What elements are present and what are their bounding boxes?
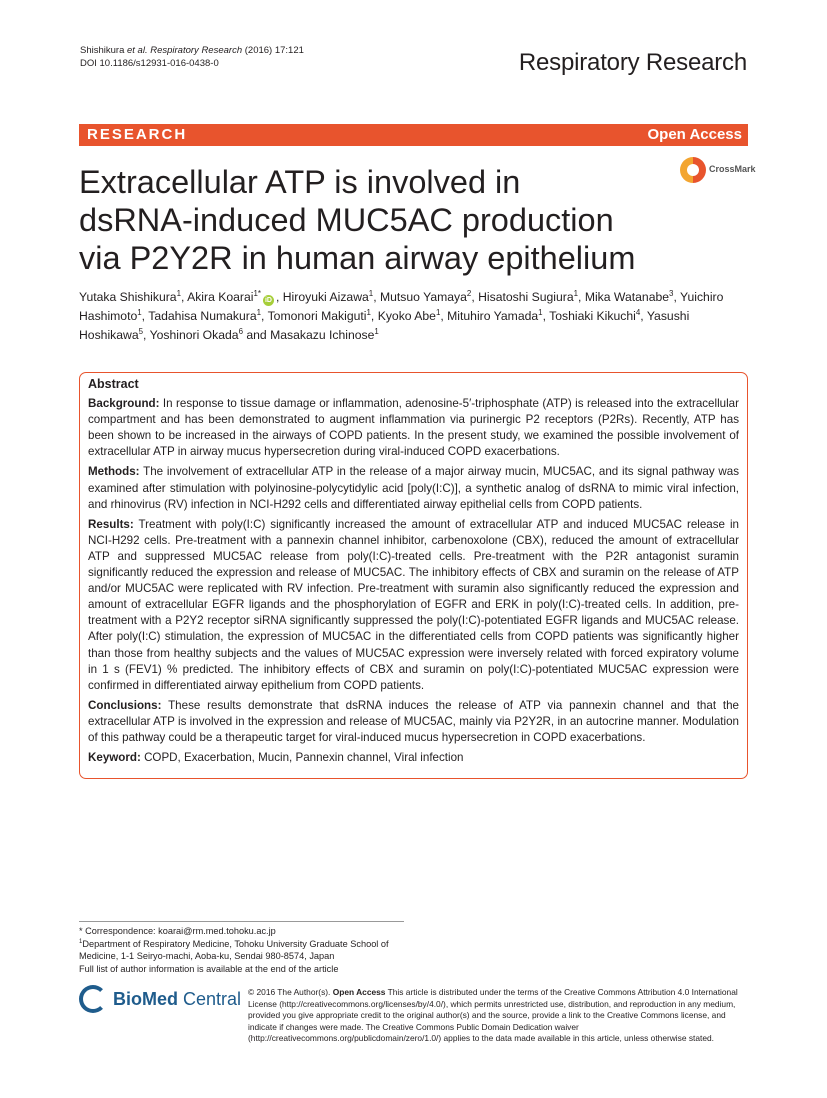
conclusions-text: These results demonstrate that dsRNA induces the release of ATP via pannexin channel and that the extracellular ATP is involved in the expression and release of MUC5AC, mainly via P2Y2R, in an autocrine manner. Modulation of this pathway could be a therapeutic target for viral-induced mucus hypersecretion in COPD exacerbations. [88,698,740,744]
open-access-label: Open Access [647,126,742,143]
author-affiliation-sup: 1 [374,326,379,336]
article-type-banner [79,124,748,146]
author-affiliation-sup: 1 [256,307,262,317]
full-author-info-note: Full list of author information is available at the end of the article [79,963,339,974]
open-access-bold: Open Access [332,987,386,997]
author-affiliation-sup: 1 [368,288,374,298]
copyright: © 2016 The Author(s). [248,987,331,997]
footnotes [79,925,419,975]
citation-line [80,44,304,57]
citation-journal: et al. Respiratory Research [127,45,243,56]
author-affiliation-sup: 3 [669,288,674,298]
publisher-name-rest: Central [178,989,242,1009]
license-text [248,987,748,1045]
article-type-label: RESEARCH [87,126,188,143]
results-label: Results: [88,517,134,531]
author-affiliation-sup: 1 [366,307,371,317]
author-affiliation-sup: 1 [176,288,181,298]
author-affiliation-sup: 5 [138,326,144,336]
citation-header [80,44,304,70]
author-name[interactable]: Hiroyuki Aizawa [282,290,369,304]
author-name[interactable]: Tomonori Makiguti [267,309,367,323]
author-affiliation-sup: 4 [635,307,641,317]
abstract-results [88,517,739,694]
abstract-box [79,372,748,779]
biomed-central-icon [79,985,107,1013]
author-affiliation-sup: 2 [466,288,472,298]
doi[interactable]: DOI 10.1186/s12931-016-0438-0 [80,58,219,69]
author-affiliation-sup: 1 [137,307,142,317]
author-name[interactable]: Mituhiro Yamada [447,309,539,323]
correspondence[interactable]: * Correspondence: koarai@rm.med.tohoku.ac.jp [79,926,276,936]
author-affiliation-sup: 1* [253,288,261,298]
keyword-text: COPD, Exacerbation, Mucin, Pannexin channel, Viral infection [144,751,464,765]
author-name[interactable]: Toshiaki Kikuchi [549,309,636,323]
background-label: Background: [88,397,160,411]
author-name[interactable]: Yuichiro Hashimoto [79,290,724,323]
author-name[interactable]: Yutaka Shishikura [79,290,177,304]
footnote-divider [79,921,404,922]
results-text: Treatment with poly(I:C) significantly increased the amount of extracellular ATP and induced MUC5AC release in NCI-H292 cells. Pre-treatment with a pannexin channel inhibitor, carbenoxolone (CBX), reduced the amount of extracellular ATP and suppressed MUC5AC release from poly(I:C)-treated cells. Pre-treatment with the P2R antagonist suramin significantly reduced the expression and release of MUC5AC. The inhibitory effects of CBX and suramin on the release of ATP and/or MUC5AC were replicated with RV infection. Pre-treatment with suramin also significantly reduced the expression and amount of extracellular EGFR ligands and the phosphorylation of EGFR and ERK in poly(I:C)-treated cells. In addition, pre-treatment with a P2Y2 receptor siRNA significantly suppressed the poly(I:C)-potentiated EGFR ligands and MUC5AC release. After poly(I:C) stimulation, the expression of MUC5AC in the differentiated cells from COPD patients was significantly higher than those from healthy subjects and the values of MUC5AC expression were inversely related with forced expiratory volume in 1 s (FEV1) % predicted. The inhibitory effects of CBX and suramin on poly(I:C)-potentiated MUC5AC expression were confirmed in differentiated airway epithelium from COPD patients. [88,517,739,692]
author-name[interactable]: Masakazu Ichinose [270,328,375,342]
author-name[interactable]: Hisatoshi Sugiura [478,290,574,304]
citation-authors: Shishikura [80,45,125,56]
publisher-name [113,989,241,1010]
affiliation [79,938,419,963]
author-affiliation-sup: 1 [573,288,579,298]
citation-volume: (2016) 17:121 [244,45,304,56]
author-name[interactable]: Yoshinori Okada [149,328,239,342]
author-affiliation-sup: 6 [238,326,243,336]
crossmark-badge[interactable] [680,155,756,189]
article-title: Extracellular ATP is involved in dsRNA-induced MUC5AC production via P2Y2R in human airway epithelium [79,164,636,276]
abstract-conclusions [88,698,739,746]
affiliation-text: Department of Respiratory Medicine, Tohoku University Graduate School of Medicine, 1-1 Seiryo-machi, Aoba-ku, Sendai 980-8574, Japan [79,938,389,961]
author-list: Yutaka Shishikura$^1$, Akira Koarai$^{1*}$iD , Hiroyuki Aizawa$^1$, Mutsuo Yamaya$^2$, Hisatoshi Sugiura$^1$, Mika Watanabe$^3$, Yuichiro Hashimoto$^1$, Tadahisa Numakura$^1$, Tomonori Makiguti$^1$, Kyoko Abe$^1$, Mituhiro Yamada$^1$, Toshiaki Kikuchi$^4$, Yasushi Hoshikawa$^5$, Yoshinori Okada$^6$ and Masakazu Ichinose$^1$ [79,288,724,342]
author-name[interactable]: Kyoko Abe [377,309,436,323]
author-name[interactable]: Mika Watanabe [584,290,670,304]
keyword-label: Keyword: [88,751,141,765]
background-text: In response to tissue damage or inflammation, adenosine-5′-triphosphate (ATP) is released into the extracellular compartment and has been demonstrated to augment inflammation via purinergic P2 receptors (P2Rs). Recently, ATP has been shown to be increased in the airways of COPD patients. In the present study, we examined the possible involvement of extracellular ATP in airway mucus hypersecretion during viral-induced COPD exacerbations. [88,397,739,459]
author-affiliation-sup: 1 [538,307,543,317]
author-name[interactable]: Tadahisa Numakura [148,309,257,323]
license-body: This article is distributed under the terms of the Creative Commons Attribution 4.0 International License (http://creativecommons.org/licenses/by/4.0/), which permits unrestricted use, distribution, and reproduction in any medium, provided you give appropriate credit to the original author(s) and the source, provide a link to the Creative Commons license, and indicate if changes were made. The Creative Commons Public Domain Dedication waiver (http://creativecommons.org/publicdomain/zero/1.0/) applies to the data made available in this article, unless otherwise stated. [248,987,738,1043]
abstract-methods [88,464,739,512]
affiliation-sup: 1 [79,938,83,945]
crossmark-label: CrossMark [709,164,756,174]
abstract-heading: Abstract [88,377,139,391]
author-name[interactable]: Yasushi Hoshikawa [79,309,690,342]
methods-label: Methods: [88,465,140,479]
abstract-background [88,396,739,460]
publisher-name-bold: BioMed [113,989,178,1009]
author-affiliation-sup: 1 [435,307,441,317]
abstract-keywords [88,750,739,766]
biomed-central-logo [79,985,242,1019]
crossmark-icon [680,157,706,183]
orcid-icon[interactable]: iD [264,297,272,304]
methods-text: The involvement of extracellular ATP in the release of a major airway mucin, MUC5AC, and its signal pathway was examined after stimulation with polyinosine-polycytidylic acid [poly(I:C)], a synthetic analog of dsRNA to mimic viral infection, and rhinovirus (RV) infection in NCI-H292 cells and differentiated airway epithelial cells from COPD patients. [88,465,740,511]
conclusions-label: Conclusions: [88,698,162,712]
author-name[interactable]: Mutsuo Yamaya [379,290,467,304]
author-name[interactable]: Akira Koarai [187,290,254,304]
journal-name: Respiratory Research [518,49,747,76]
